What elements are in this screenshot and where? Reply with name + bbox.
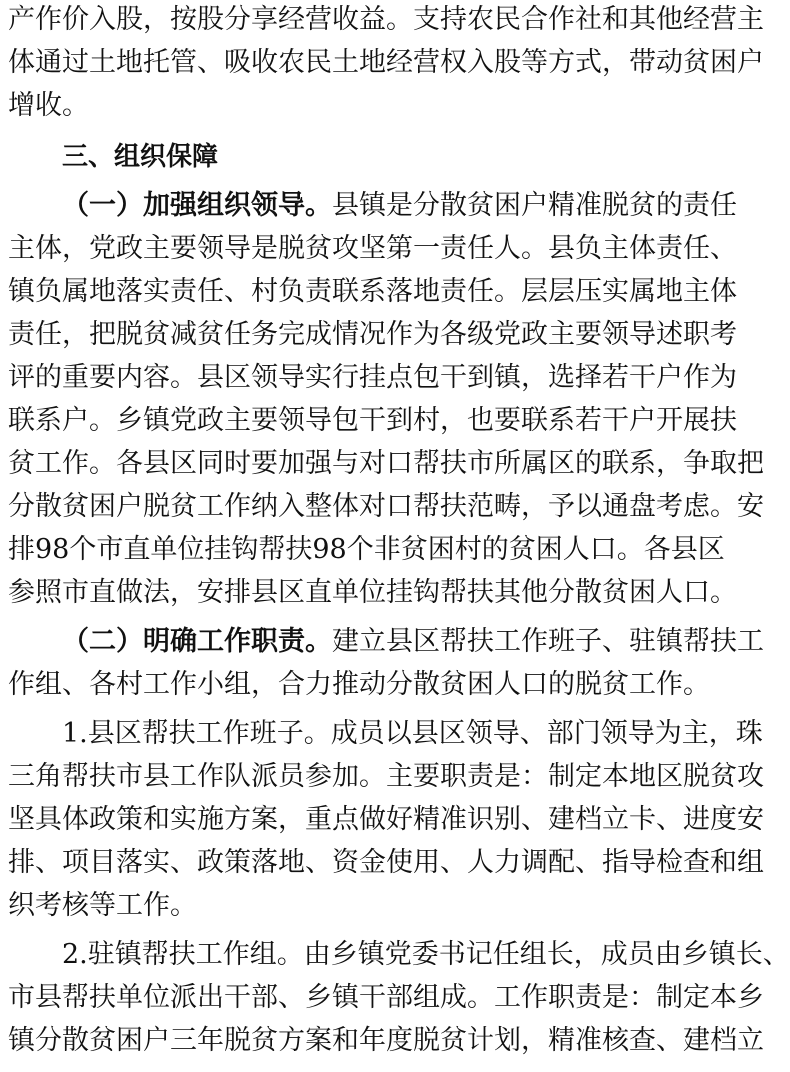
text-line: 镇负属地落实责任、村负责联系落地责任。层层压实属地主体 xyxy=(8,276,737,307)
paragraph-lead: （二）明确工作职责。 xyxy=(62,626,332,657)
text-line: 贫工作。各县区同时要加强与对口帮扶市所属区的联系，争取把 xyxy=(8,448,764,479)
text-line: 参照市直做法，安排县区直单位挂钩帮扶其他分散贫困人口。 xyxy=(8,577,737,608)
text-line: 镇分散贫困户三年脱贫方案和年度脱贫计划，精准核查、建档立 xyxy=(8,1025,764,1056)
paragraph-text: 建立县区帮扶工作班子、驻镇帮扶工 xyxy=(332,626,764,657)
text-line: 市县帮扶单位派出干部、乡镇干部组成。工作职责是：制定本乡 xyxy=(8,982,764,1013)
text-line: 作组、各村工作小组，合力推动分散贫困人口的脱贫工作。 xyxy=(8,669,710,700)
text-line: 产作价入股，按股分享经营收益。支持农民合作社和其他经营主 xyxy=(8,4,764,35)
paragraph-first-line xyxy=(62,622,764,662)
text-line: 评的重要内容。县区领导实行挂点包干到镇，选择若干户作为 xyxy=(8,362,737,393)
text-line: 三角帮扶市县工作队派员参加。主要职责是：制定本地区脱贫攻 xyxy=(8,761,764,792)
text-line: 主体，党政主要领导是脱贫攻坚第一责任人。县负主体责任、 xyxy=(8,233,737,264)
text-line: 坚具体政策和实施方案，重点做好精准识别、建档立卡、进度安 xyxy=(8,804,764,835)
text-line: 体通过土地托管、吸收农民土地经营权入股等方式，带动贫困户 xyxy=(8,47,764,78)
text-line: 责任，把脱贫减贫任务完成情况作为各级党政主要领导述职考 xyxy=(8,319,737,350)
paragraph-first-line: 1.县区帮扶工作班子。成员以县区领导、部门领导为主，珠 xyxy=(62,718,763,749)
text-line: 排、项目落实、政策落地、资金使用、人力调配、指导检查和组 xyxy=(8,847,764,878)
paragraph-first-line: 2.驻镇帮扶工作组。由乡镇党委书记任组长，成员由乡镇长、 xyxy=(62,939,790,970)
text-line: 增收。 xyxy=(8,90,89,121)
section-heading: 三、组织保障 xyxy=(62,142,219,172)
text-line: 分散贫困户脱贫工作纳入整体对口帮扶范畴，予以通盘考虑。安 xyxy=(8,491,764,522)
paragraph-lead: （一）加强组织领导。 xyxy=(62,190,332,221)
text-line: 排98个市直单位挂钩帮扶98个非贫困村的贫困人口。各县区 xyxy=(8,534,725,565)
text-line: 织考核等工作。 xyxy=(8,890,197,921)
paragraph-text: 县镇是分散贫困户精准脱贫的责任 xyxy=(332,190,737,221)
text-line: 联系户。乡镇党政主要领导包干到村，也要联系若干户开展扶 xyxy=(8,405,737,436)
paragraph-first-line xyxy=(62,186,737,226)
